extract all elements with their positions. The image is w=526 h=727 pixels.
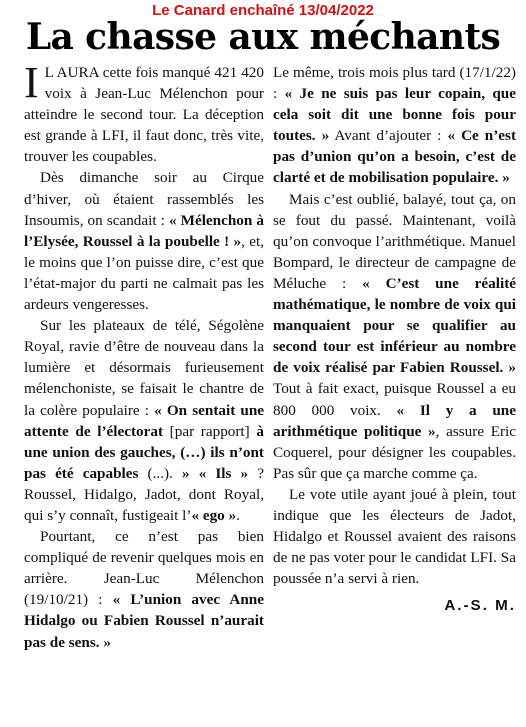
text-run: , assure Eric Coquerel, pour désigner les coupables. Pas sûr que ça marche comme ça. — [273, 422, 516, 482]
quote-bold: » « Ils » — [181, 464, 249, 482]
text-run: Sur les plateaux de télé, Ségolène Royal, ravie d’être de nouveau dans la lumière et désormais furieusement mélenchoniste, se faisait le chantre de la colère populaire : — [24, 317, 264, 419]
quote-bold: « Je ne suis pas leur copain, que cela soit dit une bonne fois pour toutes. » — [273, 85, 516, 145]
quote-bold: « Ce n’est pas d’union qu’on a besoin, c’est de clarté et de mobilisation populaire. » — [273, 127, 517, 187]
quote-bold: « C’est une réalité mathématique, le nombre de voix qui manquaient pour se qualifier au second tour est inférieur au nombre de voix réalisé par Fabien Roussel. » — [273, 274, 517, 377]
quote-bold: « On sentait une attente de l’électorat — [24, 401, 265, 440]
text-run: Dès dimanche soir au Cirque d’hiver, où étaient rassemblés les Insoumis, on scandait : — [24, 169, 264, 229]
quote-bold: « Mélenchon à l’Elysée, Roussel à la poubelle ! » — [24, 211, 264, 250]
paragraph-1 — [24, 58, 264, 167]
text-run: [par rapport] — [163, 422, 257, 440]
source-line: Le Canard enchaîné 13/04/2022 — [152, 2, 374, 19]
paragraph-4-continued — [273, 62, 516, 189]
text-run: Avant d’ajouter : — [329, 127, 448, 145]
text-run: ? Roussel, Hidalgo, Jadot, dont Royal, qui s’y connaît, fustigeait l’ — [24, 464, 264, 524]
quote-bold: à une union des gauches, (…) ils n’ont pas été capables — [24, 422, 264, 482]
paragraph-4 — [24, 526, 264, 653]
text-run: . — [236, 506, 240, 524]
text-run: Pourtant, ce n’est pas bien compliqué de revenir quelques mois en arrière. Jean-Luc Mélenchon (19/10/21) : — [24, 528, 264, 609]
quote-bold: « ego » — [191, 506, 237, 524]
text-run: (...). — [138, 464, 182, 482]
article-column-left — [24, 58, 265, 653]
headline: La chasse aux méchants — [25, 16, 501, 58]
quote-bold: « L’union avec Anne Hidalgo ou Fabien Roussel n’aurait pas de sens. » — [24, 591, 264, 651]
paragraph-1-text: L AURA cette fois manqué 421 420 voix à Jean-Luc Mélenchon pour atteindre le second tour. La déception est grande à LFI, il faut donc, très vite, trouver les coupables. — [24, 64, 264, 166]
article-column-right — [273, 62, 516, 616]
text-run: , et, le moins que l’on puisse dire, c’est que l’état-major du parti ne calmait pas les ardeurs vengeresses. — [24, 232, 264, 314]
drop-cap: I — [24, 58, 39, 107]
text-run: Mais c’est oublié, balayé, tout ça, on se fout du passé. Maintenant, voilà qu’on convoque l’arithmétique. Manuel Bompard, le directeur de campagne de Méluche : — [273, 190, 516, 292]
paragraph-5 — [273, 189, 516, 484]
paragraph-2 — [24, 167, 264, 315]
quote-bold: « Il y a une arithmétique politique » — [273, 401, 516, 440]
text-run: Le même, trois mois plus tard (17/1/22) : — [273, 64, 516, 103]
paragraph-6: Le vote utile ayant joué à plein, tout indique que les électeurs de Jadot, Hidalgo et Roussel avaient des raisons de ne pas voter pour le candidat LFI. Sa poussée n’a servi à rien. — [273, 485, 516, 588]
author-signature: A.-S. M. — [444, 597, 516, 615]
paragraph-3 — [24, 315, 264, 526]
text-run: Tout à fait exact, puisque Roussel a eu 800 000 voix. — [273, 380, 516, 419]
